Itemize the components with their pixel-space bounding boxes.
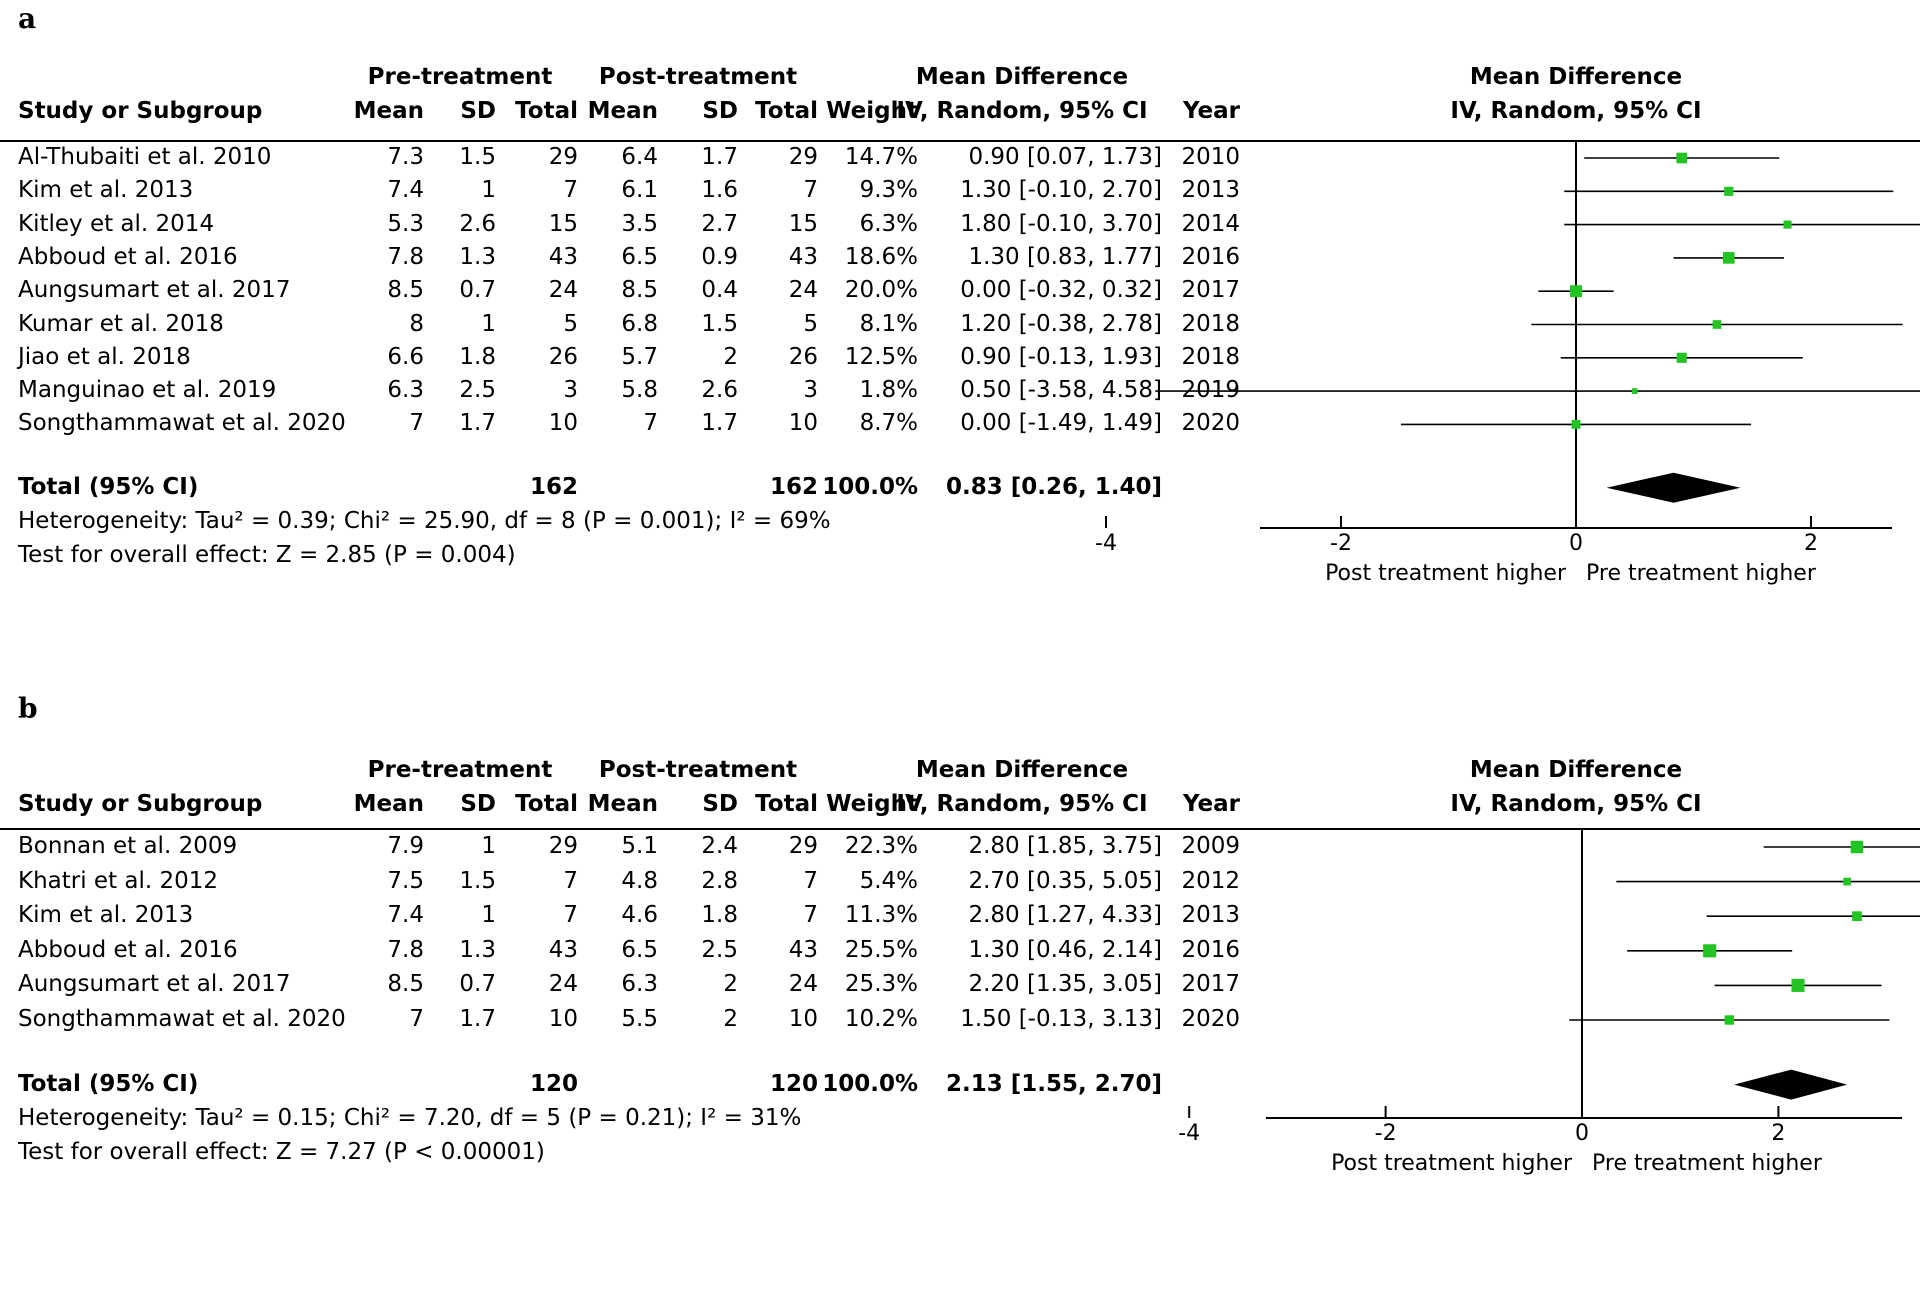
post-mean: 8.5 [621, 277, 658, 304]
year: 2020 [1181, 1006, 1240, 1032]
weight: 14.7% [844, 144, 918, 170]
pre-mean: 7.5 [387, 867, 424, 894]
post-sd: 2 [723, 343, 738, 370]
mean-difference-ci: 2.80 [1.85, 3.75] [968, 833, 1162, 859]
column-header-study: Study or Subgroup [18, 791, 263, 817]
study-name: Kim et al. 2013 [18, 177, 194, 204]
weight: 9.3% [859, 177, 918, 204]
pre-total: 5 [563, 310, 578, 337]
column-header-weight: Weight [826, 98, 918, 124]
pre-mean: 8.5 [387, 277, 424, 304]
effect-marker [1852, 911, 1862, 921]
column-header-post-mean: Mean [587, 791, 658, 817]
pre-sd: 0.7 [459, 277, 496, 304]
post-total: 29 [788, 833, 818, 859]
weight: 8.1% [859, 310, 918, 337]
favours-right-label: Pre treatment higher [1586, 561, 1816, 586]
year: 2020 [1181, 410, 1240, 437]
post-sd: 2 [723, 971, 738, 998]
effect-marker [1703, 944, 1716, 957]
mean-difference-ci: 2.80 [1.27, 4.33] [968, 902, 1162, 929]
pre-total: 29 [548, 144, 578, 170]
column-header-pre-sd: SD [460, 791, 496, 817]
forest-plot [0, 690, 1920, 1290]
year: 2019 [1181, 377, 1240, 404]
post-mean: 5.5 [621, 1006, 658, 1032]
post-total: 43 [788, 243, 818, 270]
post-mean: 6.5 [621, 243, 658, 270]
column-header-pre-total: Total [515, 791, 578, 817]
favours-left-label: Post treatment higher [1325, 561, 1566, 586]
post-mean: 3.5 [621, 210, 658, 237]
total-post: 162 [769, 473, 818, 500]
column-header-ci: IV, Random, 95% CI [896, 98, 1148, 124]
post-total: 5 [803, 310, 818, 337]
pre-mean: 7 [409, 410, 424, 437]
plot-subheader: IV, Random, 95% CI [1450, 791, 1702, 817]
post-total: 7 [803, 867, 818, 894]
year: 2016 [1181, 243, 1240, 270]
weight: 11.3% [844, 902, 918, 929]
year: 2010 [1181, 144, 1240, 170]
mean-difference-ci: 1.80 [-0.10, 3.70] [960, 210, 1162, 237]
mean-difference-ci: 1.30 [-0.10, 2.70] [960, 177, 1162, 204]
weight: 12.5% [844, 343, 918, 370]
weight: 1.8% [859, 377, 918, 404]
column-header-weight: Weight [826, 791, 918, 817]
pre-total: 7 [563, 902, 578, 929]
post-mean: 6.5 [621, 936, 658, 963]
post-total: 10 [788, 410, 818, 437]
effect-marker [1851, 841, 1863, 853]
pre-total: 7 [563, 177, 578, 204]
favours-left-label: Post treatment higher [1331, 1151, 1572, 1176]
pre-sd: 1 [481, 310, 496, 337]
column-header-post-total: Total [755, 98, 818, 124]
effect-marker [1676, 153, 1687, 164]
column-header-study: Study or Subgroup [18, 98, 263, 124]
study-name: Songthammawat et al. 2020 [18, 1006, 346, 1032]
year: 2014 [1181, 210, 1240, 237]
x-tick-label: 0 [1575, 1121, 1589, 1146]
post-mean: 7 [643, 410, 658, 437]
plot-header: Mean Difference [1469, 757, 1683, 783]
study-name: Al-Thubaiti et al. 2010 [18, 144, 272, 170]
post-total: 3 [803, 377, 818, 404]
post-sd: 0.9 [701, 243, 738, 270]
post-mean: 5.1 [621, 833, 658, 859]
panel-label: b [18, 692, 38, 725]
mean-difference-ci: 0.50 [-3.58, 4.58] [960, 377, 1162, 404]
pre-sd: 1 [481, 902, 496, 929]
plot-subheader: IV, Random, 95% CI [1450, 98, 1702, 124]
effect-marker [1570, 285, 1582, 297]
mean-difference-ci: 1.50 [-0.13, 3.13] [960, 1006, 1162, 1032]
post-sd: 1.7 [701, 144, 738, 170]
post-mean: 5.7 [621, 343, 658, 370]
forest-panel-b [0, 690, 1920, 1194]
column-header-year: Year [1182, 98, 1240, 124]
total-pre: 162 [529, 473, 578, 500]
pre-total: 26 [548, 343, 578, 370]
post-total: 29 [788, 144, 818, 170]
post-sd: 1.7 [701, 410, 738, 437]
column-header-pre-mean: Mean [353, 791, 424, 817]
pre-mean: 8 [409, 310, 424, 337]
pre-sd: 1.8 [459, 343, 496, 370]
post-mean: 5.8 [621, 377, 658, 404]
pre-mean: 8.5 [387, 971, 424, 998]
post-sd: 1.6 [701, 177, 738, 204]
post-total: 43 [788, 936, 818, 963]
study-name: Kim et al. 2013 [18, 902, 194, 929]
pre-sd: 1.3 [459, 243, 496, 270]
mean-difference-ci: 1.30 [0.83, 1.77] [968, 243, 1162, 270]
post-sd: 2.7 [701, 210, 738, 237]
post-sd: 2.5 [701, 936, 738, 963]
effect-marker [1677, 353, 1687, 363]
post-total: 24 [788, 277, 818, 304]
study-name: Khatri et al. 2012 [18, 867, 219, 894]
column-header-post-sd: SD [702, 98, 738, 124]
post-sd: 1.8 [701, 902, 738, 929]
study-name: Aungsumart et al. 2017 [18, 277, 291, 304]
year: 2017 [1181, 971, 1240, 998]
pre-sd: 1.5 [459, 867, 496, 894]
pre-sd: 1.7 [459, 1006, 496, 1032]
post-sd: 2.6 [701, 377, 738, 404]
column-header-year: Year [1182, 791, 1240, 817]
effect-marker [1723, 252, 1735, 264]
pre-mean: 7.4 [387, 902, 424, 929]
post-total: 15 [788, 210, 818, 237]
pre-sd: 1 [481, 833, 496, 859]
x-tick-label: -4 [1095, 531, 1117, 556]
pre-sd: 1.5 [459, 144, 496, 170]
effect-marker [1713, 320, 1722, 329]
mean-difference-ci: 1.20 [-0.38, 2.78] [960, 310, 1162, 337]
pre-sd: 1.7 [459, 410, 496, 437]
column-header-post-sd: SD [702, 791, 738, 817]
column-header-post-total: Total [755, 791, 818, 817]
study-name: Aungsumart et al. 2017 [18, 971, 291, 998]
pre-total: 7 [563, 867, 578, 894]
weight: 10.2% [844, 1006, 918, 1032]
weight: 18.6% [844, 243, 918, 270]
pre-total: 10 [548, 1006, 578, 1032]
year: 2018 [1181, 343, 1240, 370]
mean-difference-ci: 1.30 [0.46, 2.14] [968, 936, 1162, 963]
effect-marker [1792, 979, 1805, 992]
column-header-pre-mean: Mean [353, 98, 424, 124]
post-treatment-header: Post-treatment [598, 757, 798, 783]
mean-difference-header: Mean Difference [915, 757, 1129, 783]
pooled-diamond [1607, 473, 1741, 503]
total-label: Total (95% CI) [18, 473, 199, 500]
weight: 25.5% [844, 936, 918, 963]
pre-sd: 1 [481, 177, 496, 204]
total-weight: 100.0% [822, 473, 918, 500]
effect-marker [1572, 420, 1581, 429]
forest-panel-a [0, 0, 1920, 590]
heterogeneity-text: Heterogeneity: Tau² = 0.15; Chi² = 7.20, df = 5 (P = 0.21); I² = 31% [18, 1104, 802, 1131]
study-name: Manguinao et al. 2019 [18, 377, 277, 404]
study-name: Songthammawat et al. 2020 [18, 410, 346, 437]
year: 2017 [1181, 277, 1240, 304]
year: 2013 [1181, 177, 1240, 204]
mean-difference-ci: 2.70 [0.35, 5.05] [968, 867, 1162, 894]
overall-effect-text: Test for overall effect: Z = 2.85 (P = 0.004) [18, 541, 516, 568]
weight: 25.3% [844, 971, 918, 998]
pre-mean: 7.3 [387, 144, 424, 170]
year: 2012 [1181, 867, 1240, 894]
post-total: 24 [788, 971, 818, 998]
pre-total: 10 [548, 410, 578, 437]
post-sd: 2.4 [701, 833, 738, 859]
effect-marker [1724, 187, 1733, 196]
pre-mean: 7.9 [387, 833, 424, 859]
post-sd: 2 [723, 1006, 738, 1032]
pre-mean: 7.8 [387, 936, 424, 963]
pre-treatment-header: Pre-treatment [367, 64, 553, 90]
panel-label: a [18, 2, 37, 35]
x-tick-label: 2 [1804, 531, 1818, 556]
total-ci: 2.13 [1.55, 2.70] [945, 1070, 1162, 1097]
pre-sd: 2.5 [459, 377, 496, 404]
pre-treatment-header: Pre-treatment [367, 757, 553, 783]
plot-header: Mean Difference [1469, 64, 1683, 90]
year: 2013 [1181, 902, 1240, 929]
column-header-post-mean: Mean [587, 98, 658, 124]
post-total: 10 [788, 1006, 818, 1032]
mean-difference-ci: 0.00 [-0.32, 0.32] [960, 277, 1162, 304]
post-mean: 6.8 [621, 310, 658, 337]
column-header-ci: IV, Random, 95% CI [896, 791, 1148, 817]
mean-difference-ci: 0.90 [0.07, 1.73] [968, 144, 1162, 170]
x-tick-label: -2 [1330, 531, 1352, 556]
pre-sd: 0.7 [459, 971, 496, 998]
effect-marker [1725, 1015, 1734, 1024]
x-tick-label: 2 [1771, 1121, 1786, 1146]
overall-effect-text: Test for overall effect: Z = 7.27 (P < 0.00001) [18, 1138, 545, 1165]
year: 2016 [1181, 936, 1240, 963]
pre-sd: 2.6 [459, 210, 496, 237]
post-mean: 6.1 [621, 177, 658, 204]
post-sd: 1.5 [701, 310, 738, 337]
mean-difference-ci: 2.20 [1.35, 3.05] [968, 971, 1162, 998]
pre-total: 29 [548, 833, 578, 859]
study-name: Abboud et al. 2016 [18, 936, 238, 963]
x-tick-label: 0 [1569, 531, 1583, 556]
forest-plot [0, 0, 1920, 600]
post-treatment-header: Post-treatment [598, 64, 798, 90]
pre-mean: 7.8 [387, 243, 424, 270]
pooled-diamond [1734, 1070, 1847, 1100]
post-total: 7 [803, 177, 818, 204]
post-mean: 4.6 [621, 902, 658, 929]
pre-mean: 7 [409, 1006, 424, 1032]
mean-difference-header: Mean Difference [915, 64, 1129, 90]
pre-total: 15 [548, 210, 578, 237]
column-header-pre-total: Total [515, 98, 578, 124]
effect-marker [1843, 878, 1851, 886]
total-post: 120 [769, 1070, 818, 1097]
study-name: Kumar et al. 2018 [18, 310, 224, 337]
weight: 5.4% [859, 867, 918, 894]
mean-difference-ci: 0.00 [-1.49, 1.49] [960, 410, 1162, 437]
x-tick-label: -2 [1374, 1121, 1397, 1146]
year: 2018 [1181, 310, 1240, 337]
post-total: 26 [788, 343, 818, 370]
post-total: 7 [803, 902, 818, 929]
post-mean: 4.8 [621, 867, 658, 894]
study-name: Kitley et al. 2014 [18, 210, 215, 237]
year: 2009 [1181, 833, 1240, 859]
pre-sd: 1.3 [459, 936, 496, 963]
study-name: Abboud et al. 2016 [18, 243, 238, 270]
x-tick-label: -4 [1178, 1121, 1201, 1146]
post-mean: 6.4 [621, 144, 658, 170]
total-label: Total (95% CI) [18, 1070, 199, 1097]
effect-marker [1632, 388, 1638, 394]
post-mean: 6.3 [621, 971, 658, 998]
total-weight: 100.0% [822, 1070, 918, 1097]
weight: 20.0% [844, 277, 918, 304]
pre-total: 43 [548, 936, 578, 963]
weight: 22.3% [844, 833, 918, 859]
study-name: Bonnan et al. 2009 [18, 833, 238, 859]
pre-total: 43 [548, 243, 578, 270]
effect-marker [1783, 221, 1791, 229]
weight: 8.7% [859, 410, 918, 437]
favours-right-label: Pre treatment higher [1592, 1151, 1822, 1176]
mean-difference-ci: 0.90 [-0.13, 1.93] [960, 343, 1162, 370]
pre-mean: 6.6 [387, 343, 424, 370]
pre-total: 3 [563, 377, 578, 404]
heterogeneity-text: Heterogeneity: Tau² = 0.39; Chi² = 25.90, df = 8 (P = 0.001); I² = 69% [18, 507, 831, 534]
pre-total: 24 [548, 277, 578, 304]
pre-mean: 5.3 [387, 210, 424, 237]
pre-total: 24 [548, 971, 578, 998]
weight: 6.3% [859, 210, 918, 237]
total-pre: 120 [529, 1070, 578, 1097]
study-name: Jiao et al. 2018 [18, 343, 191, 370]
total-ci: 0.83 [0.26, 1.40] [945, 473, 1162, 500]
pre-mean: 7.4 [387, 177, 424, 204]
column-header-pre-sd: SD [460, 98, 496, 124]
pre-mean: 6.3 [387, 377, 424, 404]
post-sd: 0.4 [701, 277, 738, 304]
post-sd: 2.8 [701, 867, 738, 894]
